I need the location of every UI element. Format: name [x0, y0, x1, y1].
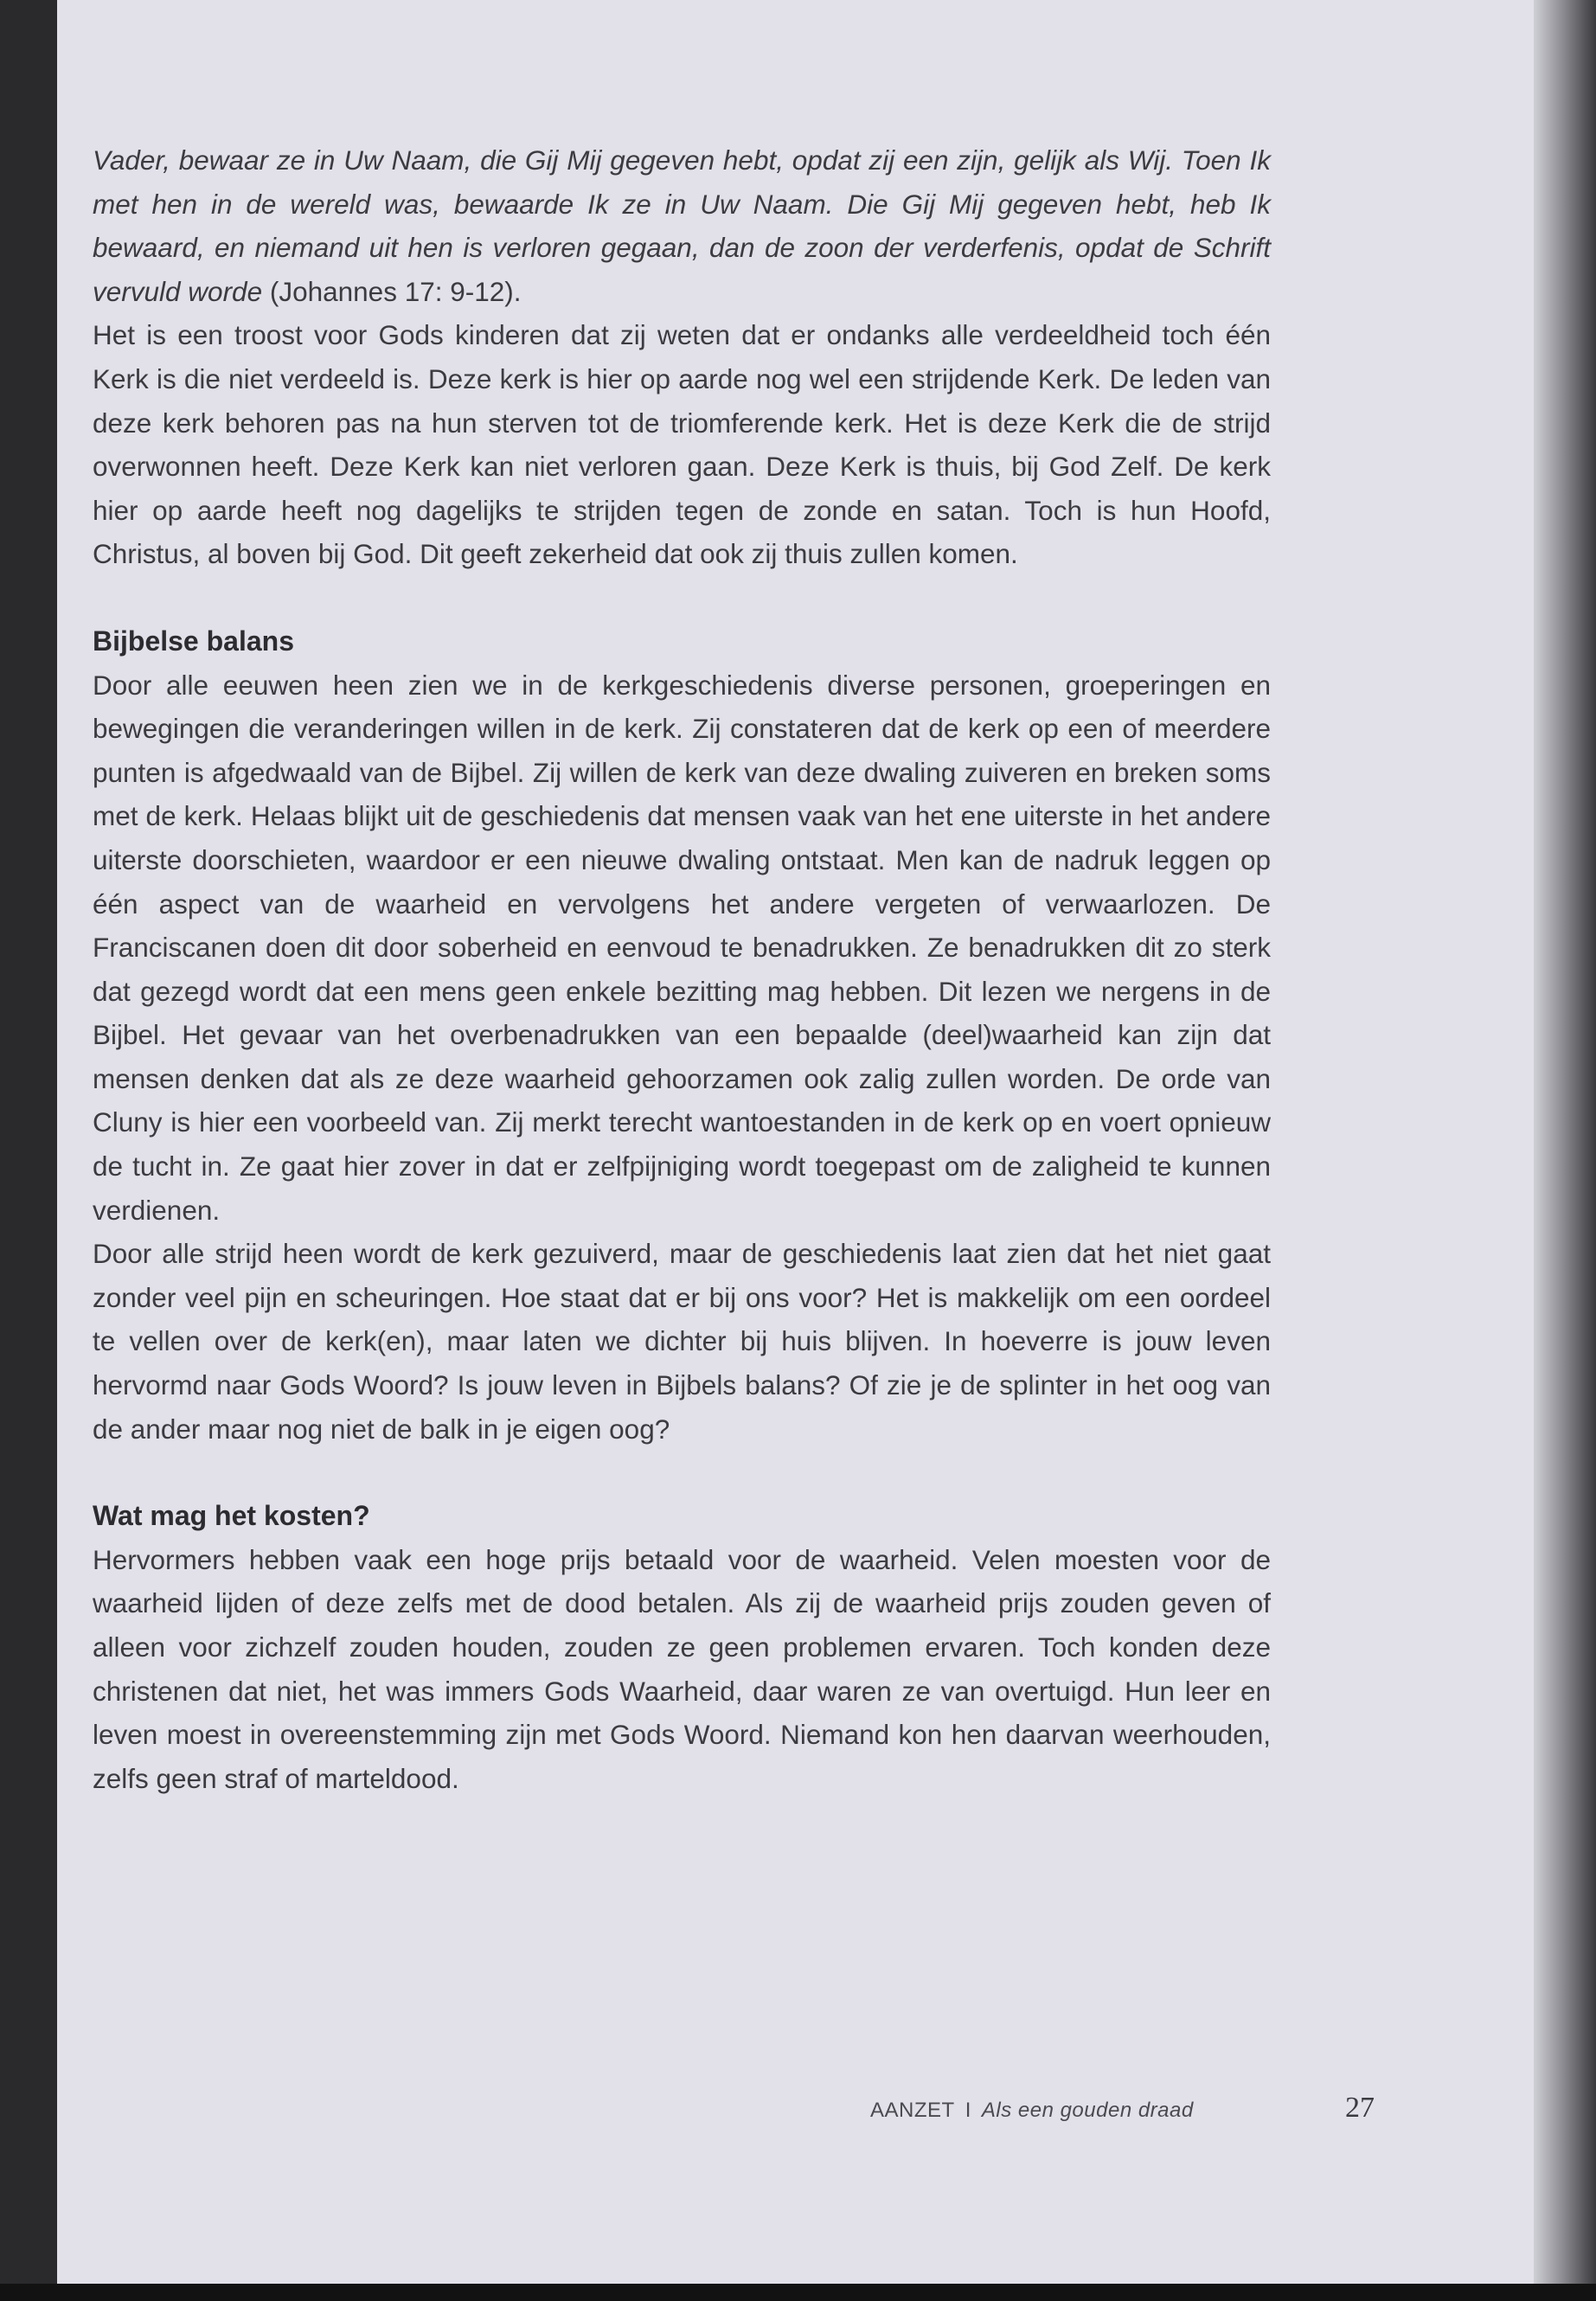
page-number: 27	[1345, 2092, 1375, 2124]
bible-quote	[93, 138, 1271, 313]
paragraph-3: Door alle strijd heen wordt de kerk gezuiverd, maar de geschiedenis laat zien dat het niet gaat zonder veel pijn en scheuringen. Hoe staat dat er bij ons voor? Het is makkelijk om een oordeel te vellen over de kerk(en), maar laten we dichter bij huis blijven. In hoeverre is jouw leven hervormd naar Gods Woord? Is jouw leven in Bijbels balans? Of zie je de splinter in het oog van de ander maar nog niet de balk in je eigen oog?	[93, 1238, 1271, 1445]
paragraph-4: Hervormers hebben vaak een hoge prijs betaald voor de waarheid. Velen moesten voor de waarheid lijden of deze zelfs met de dood betalen. Als zij de waarheid prijs zouden geven of alleen voor zichzelf zouden houden, zouden ze geen problemen ervaren. Toch konden deze christenen dat niet, het was immers Gods Waarheid, daar waren ze van overtuigd. Hun leer en leven moest in overeenstemming zijn met Gods Woord. Niemand kon hen daarvan weerhouden, zelfs geen straf of marteldood.	[93, 1543, 1271, 1794]
spacer	[93, 576, 1271, 619]
body-text	[93, 138, 1271, 1800]
quote-reference: (Johannes 17: 9-12).	[262, 275, 522, 307]
scan-bottom-edge	[0, 2284, 1596, 2301]
paragraph-2: Door alle eeuwen heen zien we in de kerkgeschiedenis diverse personen, groeperingen en bewegingen die veranderingen willen in de kerk. Zij constateren dat de kerk op een of meerdere punten is afgedwaald van de Bijbel. Zij willen de kerk van deze dwaling zuiveren en breken soms met de kerk. Helaas blijkt uit de geschiedenis dat mensen vaak van het ene uiterste in het andere uiterste doorschieten, waardoor er een nieuwe dwaling ontstaat. Men kan de nadruk leggen op één aspect van de waarheid en vervolgens het andere vergeten of verwaarlozen. De Franciscanen doen dit door soberheid en eenvoud te benadrukken. Ze benadrukken dit zo sterk dat gezegd wordt dat een mens geen enkele bezitting mag hebben. Dit lezen we nergens in de Bijbel. Het gevaar van het overbenadrukken van een bepaalde (deel)waarheid kan zijn dat mensen denken dat als ze deze waarheid gehoorzamen ook zalig zullen worden. De orde van Cluny is hier een voorbeeld van. Zij merkt terecht wantoestanden in de kerk op en voert opnieuw de tucht in. Ze gaat hier zover in dat er zelfpijniging wordt toegepast om de zaligheid te kunnen verdienen.	[93, 669, 1271, 1226]
running-footer	[870, 2099, 1389, 2123]
spacer	[93, 1451, 1271, 1494]
paragraph-1: Het is een troost voor Gods kinderen dat zij weten dat er ondanks alle verdeeldheid toch één Kerk is die niet verdeeld is. Deze kerk is hier op aarde nog wel een strijdende Kerk. De leden van deze kerk behoren pas na hun sterven tot de triomferende kerk. Het is deze Kerk die de strijd overwonnen heeft. Deze Kerk kan niet verloren gaan. Deze Kerk is thuis, bij God Zelf. De kerk hier op aarde heeft nog dagelijks te strijden tegen de zonde en satan. Toch is hun Hoofd, Christus, al boven bij God. Dit geeft zekerheid dat ook zij thuis zullen komen.	[93, 319, 1271, 570]
quote-text: Vader, bewaar ze in Uw Naam, die Gij Mij gegeven hebt, opdat zij een zijn, gelijk als Wij. Toen Ik met hen in de wereld was, bewaarde Ik ze in Uw Naam. Die Gij Mij gegeven hebt, heb Ik bewaard, en niemand uit hen is verloren gegaan, dan de zoon der verderfenis, opdat de Schrift vervuld worde	[93, 144, 1271, 307]
footer-separator: I	[965, 2099, 971, 2122]
running-title: Als een gouden draad	[981, 2099, 1194, 2122]
section-heading-wat-mag-het-kosten: Wat mag het kosten?	[93, 1500, 370, 1532]
series-name: AANZET	[870, 2099, 955, 2122]
page-edge-shadow	[1534, 0, 1596, 2284]
section-heading-bijbelse-balans: Bijbelse balans	[93, 625, 294, 657]
